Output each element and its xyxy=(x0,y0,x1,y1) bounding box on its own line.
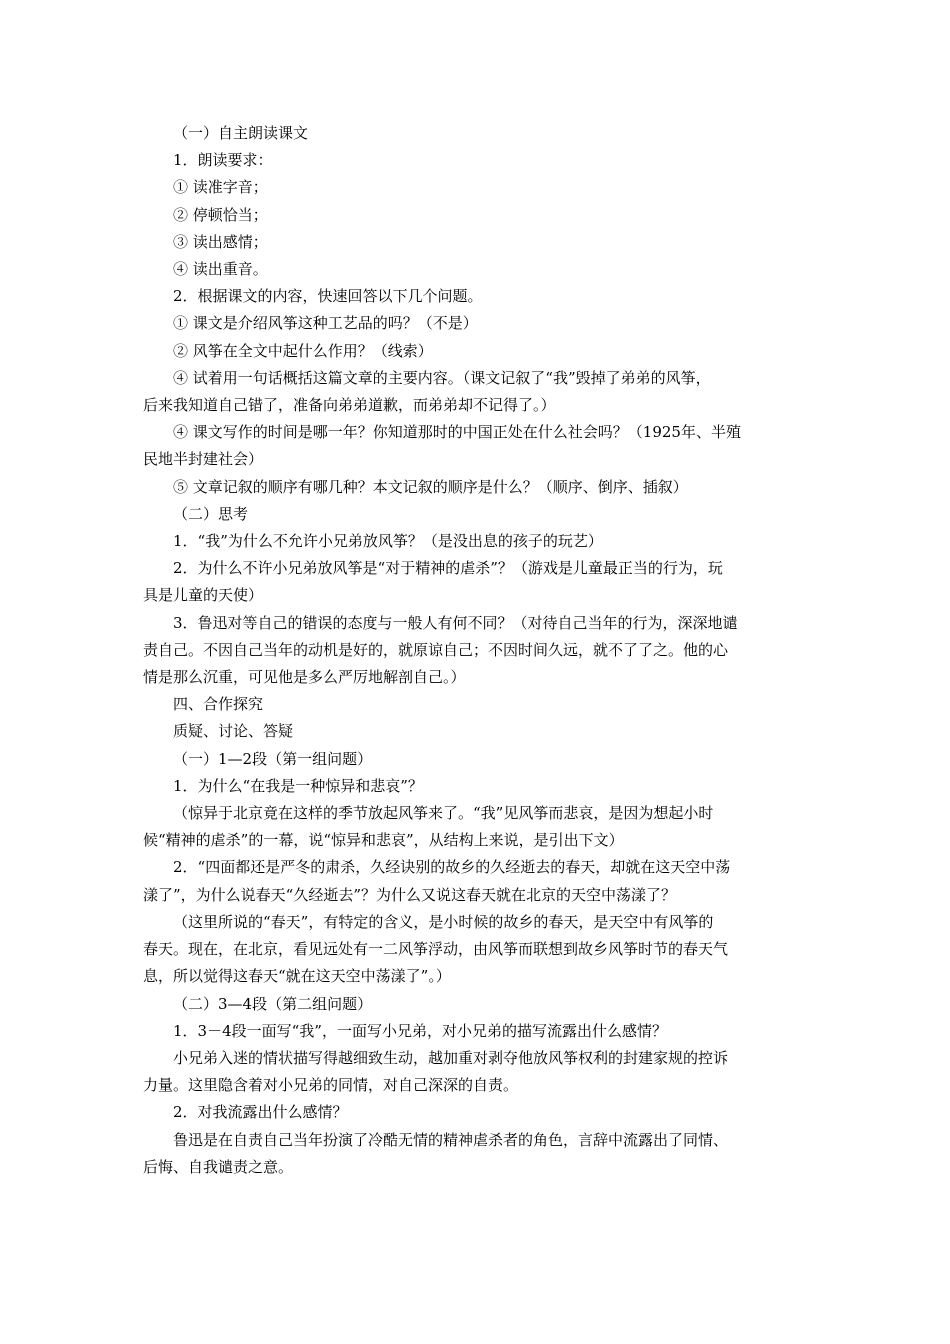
section-heading-reading: （一）自主朗读课文 xyxy=(173,124,309,142)
answer-text: 鲁迅是在自责自己当年扮演了冷酷无情的精神虐杀者的角色，言辞中流露出了同情、 xyxy=(173,1130,729,1149)
answer-text-continued: 春天。现在，在北京，看见远处有一二风筝浮动，由风筝而联想到故乡风筝时节的春天气 xyxy=(143,940,729,959)
question-item: ② 风筝在全文中起什么作用？（线索） xyxy=(173,341,433,360)
question-item: ⑤ 文章记叙的顺序有哪几种？本文记叙的顺序是什么？（顺序、倒序、插叙） xyxy=(173,477,688,496)
answer-text-continued: 息，所以觉得这春天“就在这天空中荡漾了”。） xyxy=(143,967,451,986)
question-item: 3．鲁迅对等自己的错误的态度与一般人有何不同？（对待自己当年的行为，深深地谴 xyxy=(173,613,738,632)
question-intro: 2．根据课文的内容，快速回答以下几个问题。 xyxy=(173,287,483,306)
group-heading: （二）3—4段（第二组问题） xyxy=(173,994,373,1013)
group-heading: （一）1—2段（第一组问题） xyxy=(173,749,373,768)
answer-text: 小兄弟入迷的情状描写得越细致生动，越加重对剥夺他放风筝权利的封建家规的控诉 xyxy=(173,1048,729,1067)
requirement-item: ② 停顿恰当； xyxy=(173,205,268,224)
document-body xyxy=(143,120,806,1181)
question-item: 2．为什么不许小兄弟放风筝是“对于精神的虐杀”？（游戏是儿童最正当的行为，玩 xyxy=(173,559,723,578)
question-item: 1．3－4段一面写“我”，一面写小兄弟，对小兄弟的描写流露出什么感情？ xyxy=(173,1021,667,1040)
question-item-continued: 情是那么沉重，可见他是多么严厉地解剖自己。） xyxy=(143,668,466,687)
question-item-continued: 民地半封建社会） xyxy=(143,450,264,469)
requirement-item: ④ 读出重音。 xyxy=(173,260,268,279)
question-item-continued: 漾了”，为什么说春天“久经逝去”？为什么又说这春天就在北京的天空中荡漾了？ xyxy=(143,885,677,904)
question-item: ① 课文是介绍风筝这种工艺品的吗？（不是） xyxy=(173,314,478,333)
answer-text-continued: 候“精神的虐杀”的一幕，说“惊异和悲哀”，从结构上来说，是引出下文） xyxy=(143,831,624,850)
question-item: ④ 课文写作的时间是哪一年？你知道那时的中国正处在什么社会吗？（1925年、半殖 xyxy=(173,423,741,442)
question-item-continued: 后来我知道自己错了，准备向弟弟道歉，而弟弟却不记得了。） xyxy=(143,396,556,415)
answer-text: （惊异于北京竟在这样的季节放起风筝来了。“我”见风筝而悲哀，是因为想起小时 xyxy=(173,804,714,823)
section-heading-thinking: （二）思考 xyxy=(173,504,249,523)
section-subtitle: 质疑、讨论、答疑 xyxy=(173,722,294,741)
answer-text-continued: 后悔、自我谴责之意。 xyxy=(143,1157,294,1176)
section-heading-cooperation: 四、合作探究 xyxy=(173,695,264,714)
question-item: 2．对我流露出什么感情？ xyxy=(173,1103,348,1122)
answer-text: （这里所说的“春天”，有特定的含义，是小时候的故乡的春天，是天空中有风筝的 xyxy=(173,912,714,931)
question-item-continued: 具是儿童的天使） xyxy=(143,586,264,605)
question-item: ④ 试着用一句话概括这篇文章的主要内容。（课文记叙了“我”毁掉了弟弟的风筝， xyxy=(173,368,711,387)
question-item-continued: 责自己。不因自己当年的动机是好的，就原谅自己；不因时间久远，就不了了之。他的心 xyxy=(143,640,729,659)
question-item: 1．为什么“在我是一种惊异和悲哀”？ xyxy=(173,776,423,795)
reading-requirements-label: 1．朗读要求： xyxy=(173,151,273,170)
question-item: 2．“四面都还是严冬的肃杀，久经诀别的故乡的久经逝去的春天，却就在这天空中荡 xyxy=(173,858,731,877)
question-item: 1．“我”为什么不允许小兄弟放风筝？（是没出息的孩子的玩艺） xyxy=(173,532,603,551)
requirement-item: ① 读准字音； xyxy=(173,178,268,197)
answer-text-continued: 力量。这里隐含着对小兄弟的同情，对自己深深的自责。 xyxy=(143,1076,519,1095)
requirement-item: ③ 读出感情； xyxy=(173,232,268,251)
